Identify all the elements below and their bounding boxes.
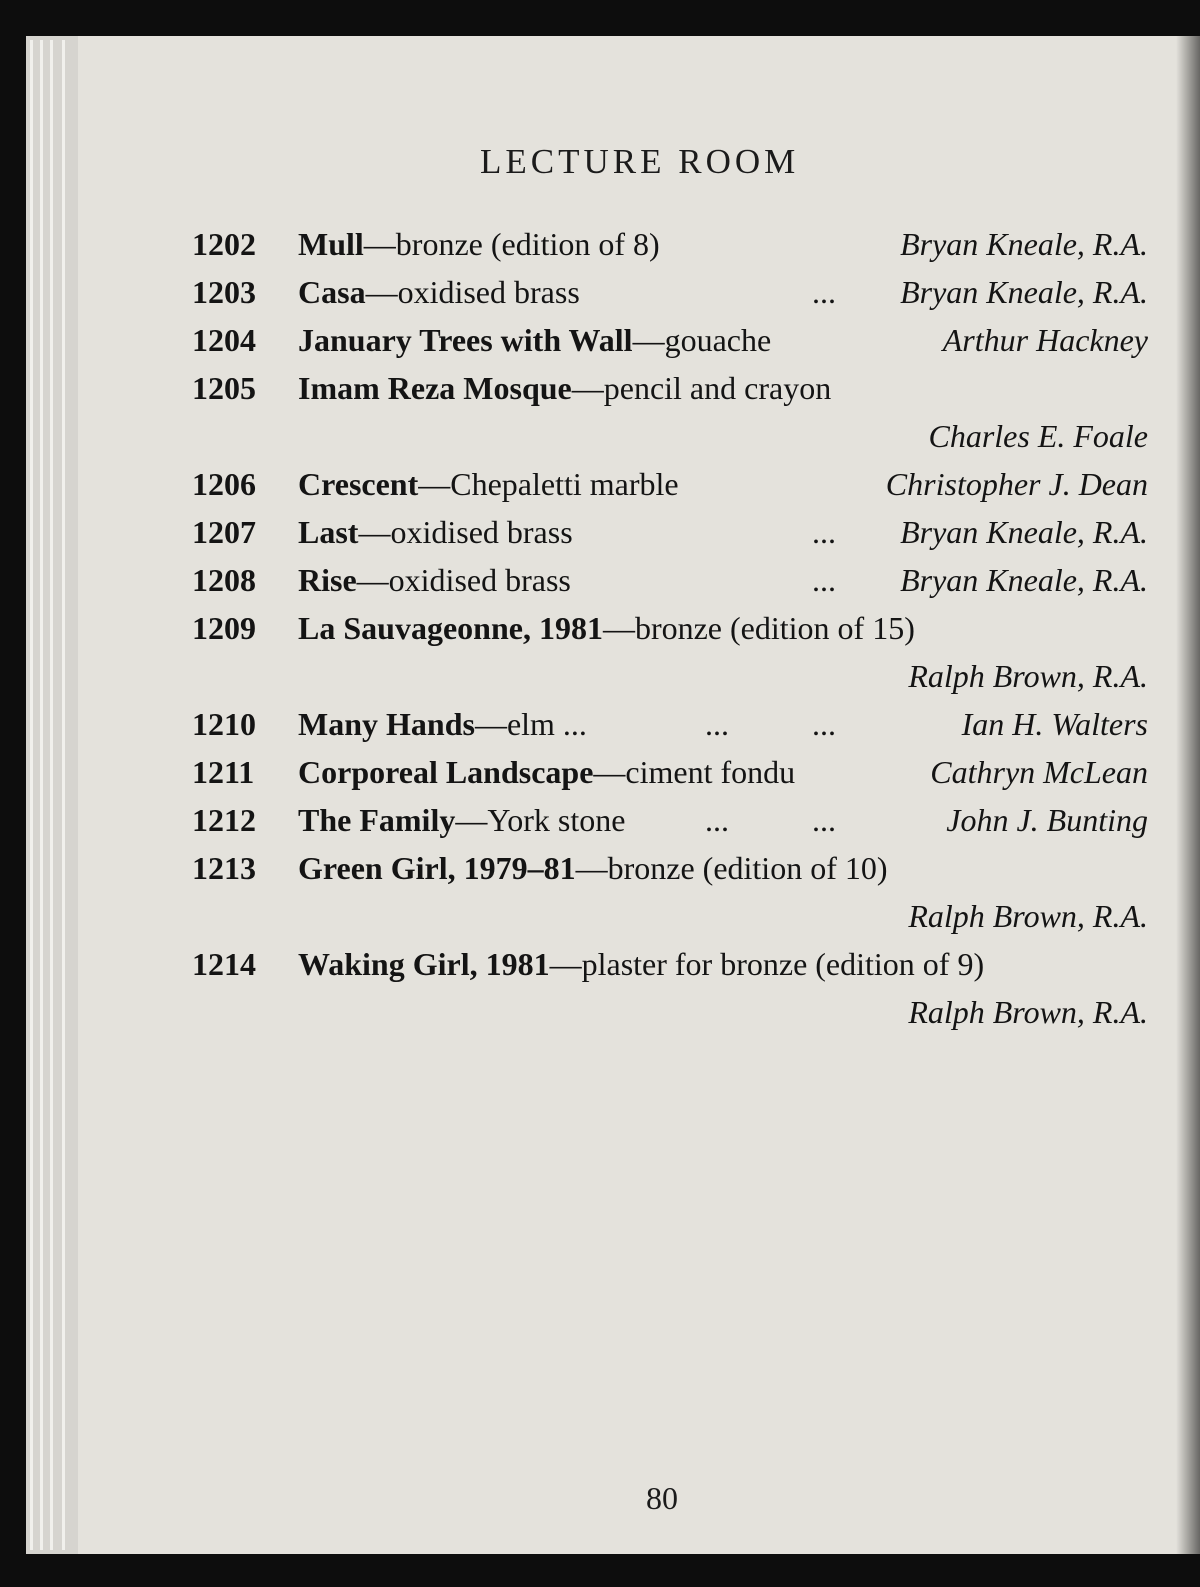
entry-description [298, 844, 888, 892]
page-edge [62, 40, 65, 1550]
entry-description [298, 748, 795, 796]
entry-artist: Bryan Kneale, R.A. [900, 562, 1148, 598]
entry-title: Mull [298, 226, 364, 262]
entry-description [298, 604, 915, 652]
entry-description [298, 460, 679, 508]
entry-medium: —bronze (edition of 8) [363, 226, 660, 262]
entry-artist: Bryan Kneale, R.A. [900, 274, 1148, 310]
entry-artist: Bryan Kneale, R.A. [900, 514, 1148, 550]
page-edge [40, 40, 43, 1550]
entry-artist: Ralph Brown, R.A. [908, 898, 1148, 934]
page-title: LECTURE ROOM [480, 142, 800, 181]
catalogue-entry [192, 700, 1148, 748]
catalogue-entry [192, 364, 1148, 460]
entry-artist: Bryan Kneale, R.A. [900, 226, 1148, 262]
entry-medium: —bronze (edition of 10) [575, 850, 888, 886]
entry-medium: —oxidised brass [358, 514, 573, 550]
catalogue-entry [192, 556, 1148, 604]
entry-description [298, 364, 831, 412]
entry-medium: —pencil and crayon [571, 370, 832, 406]
entry-medium: —plaster for bronze (edition of 9) [549, 946, 985, 982]
entry-title: January Trees with Wall [298, 322, 633, 358]
entry-number: 1208 [192, 562, 256, 598]
entry-medium: —Chepaletti marble [418, 466, 679, 502]
entry-title: Many Hands [298, 706, 475, 742]
entry-number: 1212 [192, 802, 256, 838]
entry-description [298, 268, 580, 316]
dot-leader: ... [812, 562, 836, 598]
entry-number: 1203 [192, 274, 256, 310]
dot-leader: ... [705, 706, 729, 742]
catalogue-entry [192, 844, 1148, 940]
entry-description [298, 796, 625, 844]
entry-medium: —ciment fondu [593, 754, 796, 790]
entry-artist: Charles E. Foale [928, 418, 1148, 454]
entry-artist: Christopher J. Dean [885, 466, 1148, 502]
entry-description [298, 316, 771, 364]
entry-title: Imam Reza Mosque [298, 370, 572, 406]
entry-title: Corporeal Landscape [298, 754, 594, 790]
entry-title: Casa [298, 274, 366, 310]
entry-description [298, 940, 984, 988]
entry-medium: —oxidised brass [365, 274, 580, 310]
entry-artist: Ralph Brown, R.A. [908, 994, 1148, 1030]
entry-artist: Ralph Brown, R.A. [908, 658, 1148, 694]
entry-number: 1206 [192, 466, 256, 502]
catalogue-entry [192, 220, 1148, 268]
dot-leader: ... [705, 802, 729, 838]
catalogue-entry [192, 796, 1148, 844]
dot-leader: ... [812, 274, 836, 310]
entry-title: La Sauvageonne, 1981 [298, 610, 603, 646]
entry-title: Waking Girl, 1981 [298, 946, 550, 982]
catalogue-entry [192, 604, 1148, 700]
catalogue-entry [192, 508, 1148, 556]
entry-number: 1214 [192, 946, 256, 982]
catalogue-entry [192, 748, 1148, 796]
entry-medium: —elm ... [474, 706, 587, 742]
entry-title: Crescent [298, 466, 419, 502]
catalogue-list [192, 220, 1148, 1036]
entry-description [298, 508, 573, 556]
entry-description [298, 556, 571, 604]
page-number: 80 [646, 1480, 678, 1516]
page-edge [30, 40, 33, 1550]
dot-leader: ... [812, 706, 836, 742]
catalogue-entry [192, 268, 1148, 316]
entry-artist: Arthur Hackney [942, 322, 1148, 358]
catalogue-entry [192, 460, 1148, 508]
catalogue-entry [192, 316, 1148, 364]
entry-artist: Ian H. Walters [961, 706, 1148, 742]
catalogue-entry [192, 940, 1148, 1036]
entry-title: The Family [298, 802, 456, 838]
entry-number: 1210 [192, 706, 256, 742]
entry-number: 1207 [192, 514, 256, 550]
entry-number: 1205 [192, 370, 256, 406]
entry-artist: Cathryn McLean [930, 754, 1148, 790]
entry-artist: John J. Bunting [946, 802, 1148, 838]
entry-medium: —oxidised brass [356, 562, 571, 598]
entry-title: Green Girl, 1979–81 [298, 850, 576, 886]
entry-medium: —York stone [455, 802, 626, 838]
entry-number: 1202 [192, 226, 256, 262]
entry-description [298, 220, 660, 268]
binding-shadow [1176, 36, 1200, 1554]
entry-number: 1204 [192, 322, 256, 358]
entry-description [298, 700, 587, 748]
entry-number: 1211 [192, 754, 255, 790]
entry-number: 1209 [192, 610, 256, 646]
entry-medium: —bronze (edition of 15) [602, 610, 915, 646]
dot-leader: ... [812, 514, 836, 550]
entry-number: 1213 [192, 850, 256, 886]
page-edge [50, 40, 53, 1550]
entry-title: Rise [298, 562, 357, 598]
dot-leader: ... [812, 802, 836, 838]
entry-title: Last [298, 514, 359, 550]
entry-medium: —gouache [632, 322, 772, 358]
